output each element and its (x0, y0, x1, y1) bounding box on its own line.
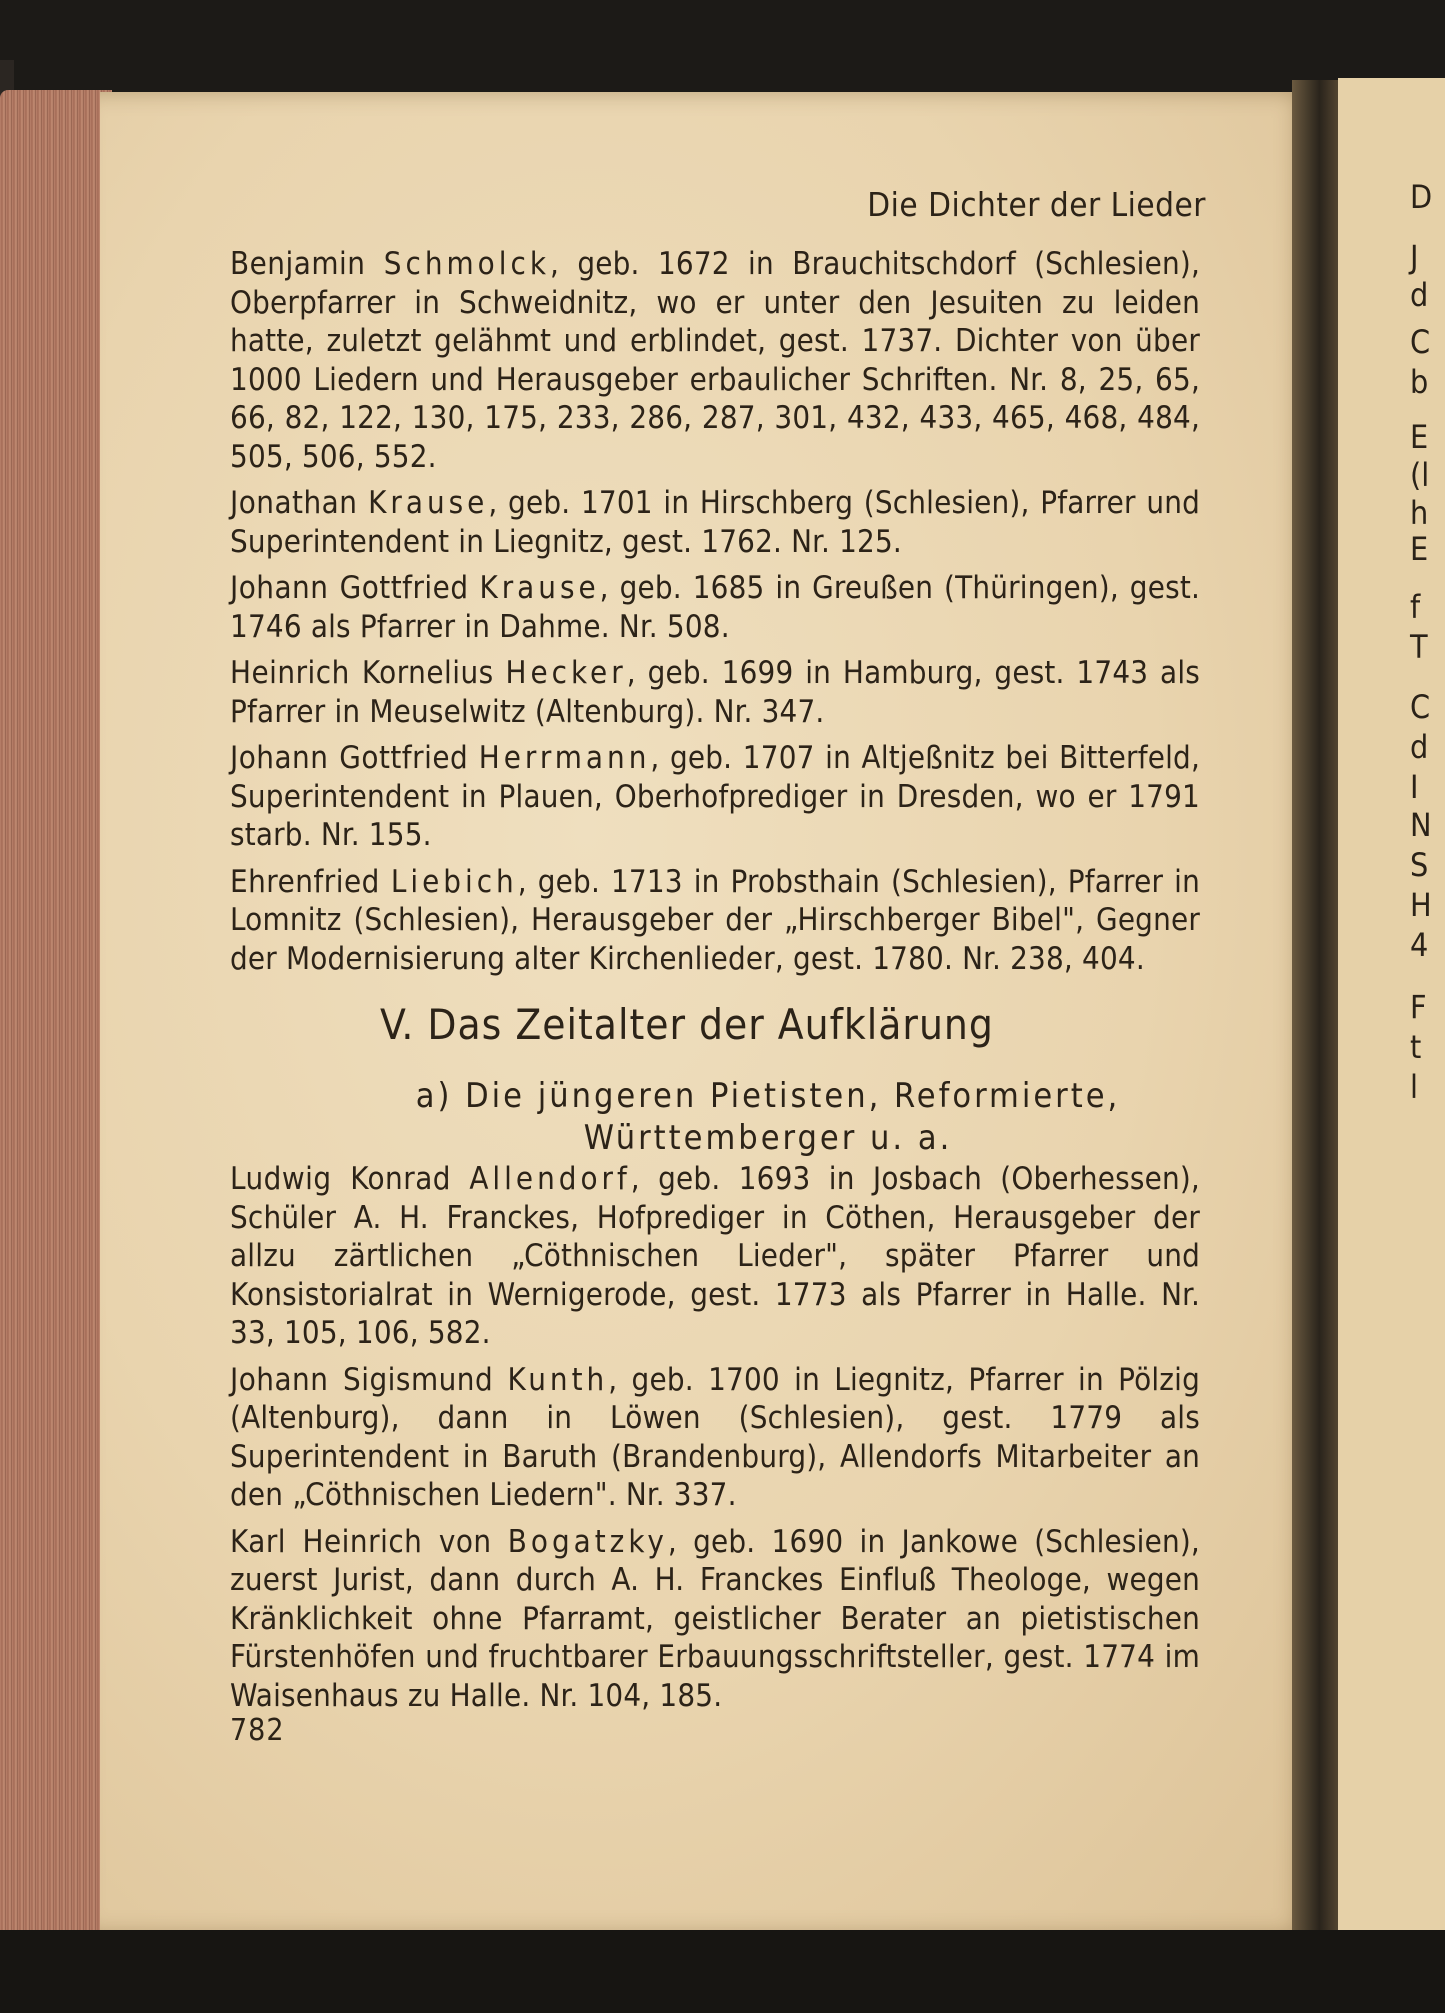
facing-page-fragment: 4 (1410, 926, 1429, 964)
page-number: 782 (230, 1713, 285, 1748)
entry-surname: Hecker (505, 655, 627, 691)
section-title: V. Das Zeitalter der Aufklärung (380, 1000, 994, 1049)
entry-name: Jonathan (230, 485, 358, 521)
facing-page-fragment: C (1410, 688, 1431, 726)
facing-page-fragment: H (1410, 886, 1432, 924)
facing-page-fragment: t (1410, 1028, 1422, 1066)
entry-kunth (230, 1361, 1200, 1515)
facing-page-fragment: E (1410, 418, 1429, 456)
facing-page-fragment: F (1410, 988, 1427, 1026)
facing-page-fragment: T (1410, 628, 1428, 666)
facing-page-fragment: J (1410, 238, 1419, 276)
entry-surname: Krause (368, 485, 489, 521)
facing-page-fragment: b (1410, 363, 1429, 401)
entry-name: Benjamin (230, 246, 366, 282)
facing-page-fragment: h (1410, 494, 1429, 532)
book-gutter (1292, 80, 1342, 1950)
entry-text: , geb. 1693 in Josbach (Oberhessen), Schüler A. H. Franckes, Hofprediger in Cöthen, Herausgeber der allzu zärtlichen „Cöthnischen Lieder", später Pfarrer und Konsistorialrat in Wernigerode, gest. 1773 als Pfarrer in Halle. Nr. 33, 105, 106, 582. (230, 1161, 1200, 1351)
running-head: Die Dichter der Lieder (867, 185, 1206, 224)
entry-text: , geb. 1700 in Liegnitz, Pfarrer in Pölzig (Altenburg), dann in Löwen (Schlesien), gest. 1779 als Superintendent in Baruth (Brandenburg), Allendorfs Mitarbeiter an den „Cöthnischen Liedern". Nr. 337. (230, 1361, 1200, 1513)
entry-surname: Krause (479, 570, 600, 606)
entry-bogatzky (230, 1523, 1200, 1716)
entries-top (230, 245, 1200, 986)
entry-text: , geb. 1690 in Jankowe (Schlesien), zuerst Jurist, dann durch A. H. Franckes Einfluß Theologe, wegen Kränklichkeit ohne Pfarramt, geistlicher Berater an pietistischen Fürstenhöfen und fruchtbarer Erbauungsschriftsteller, gest. 1774 im Waisenhaus zu Halle. Nr. 104, 185. (230, 1523, 1200, 1714)
entry-hecker (230, 654, 1200, 731)
subsection-line: Württemberger u. a. (583, 1118, 953, 1158)
entry-surname: Bogatzky (507, 1523, 668, 1560)
entry-surname: Liebich (390, 863, 518, 900)
entry-name: Johann Sigismund (230, 1361, 494, 1398)
subsection-heading (358, 1075, 1178, 1159)
entry-johann-krause (230, 569, 1200, 646)
entry-herrmann (230, 739, 1200, 855)
facing-page-fragment: D (1410, 178, 1433, 216)
facing-page-fragment: d (1410, 728, 1429, 766)
entry-text: , geb. 1699 in Hamburg, gest. 1743 als Pfarrer in Meuselwitz (Altenburg). Nr. 347. (230, 655, 1200, 730)
facing-page-fragment: C (1410, 323, 1431, 361)
facing-page-fragment: N (1410, 806, 1432, 844)
entry-name: Ehrenfried (230, 863, 380, 900)
entry-surname: Kunth (507, 1361, 609, 1398)
subsection-line: a) Die jüngeren Pietisten, Reformierte, (415, 1076, 1121, 1116)
entries-bottom (230, 1160, 1200, 1723)
facing-page-fragment: l (1410, 1068, 1418, 1106)
book-page-right (1338, 78, 1445, 1958)
entry-surname: Allendorf (469, 1161, 631, 1197)
entry-text: , geb. 1707 in Altjeßnitz bei Bitterfeld, Superintendent in Plauen, Oberhofprediger in Dresden, wo er 1791 starb. Nr. 155. (230, 740, 1200, 853)
entry-text: , geb. 1685 in Greußen (Thüringen), gest. 1746 als Pfarrer in Dahme. Nr. 508. (230, 570, 1200, 645)
entry-surname: Schmolck (383, 246, 550, 282)
facing-page-fragment: E (1410, 530, 1429, 568)
facing-page-fragment: I (1410, 768, 1419, 806)
page-stack-edge (0, 90, 112, 1940)
entry-name: Karl Heinrich von (230, 1523, 492, 1560)
entry-allendorf (230, 1160, 1200, 1353)
entry-jonathan-krause (230, 484, 1200, 561)
entry-name: Heinrich Kornelius (230, 655, 494, 691)
entry-text: , geb. 1701 in Hirschberg (Schlesien), Pfarrer und Superintendent in Liegnitz, gest. 1762. Nr. 125. (230, 485, 1200, 560)
facing-page-fragment: (l (1410, 456, 1430, 494)
entry-name: Johann Gottfried (230, 740, 469, 776)
entry-name: Johann Gottfried (230, 570, 469, 606)
facing-page-fragment: f (1410, 588, 1421, 626)
facing-page-fragment: S (1410, 846, 1429, 884)
entry-name: Ludwig Konrad (230, 1161, 451, 1197)
entry-surname: Herrmann (478, 740, 651, 776)
entry-schmolck (230, 245, 1200, 476)
facing-page-fragment: d (1410, 276, 1429, 314)
entry-text: , geb. 1672 in Brauchitschdorf (Schlesien), Oberpfarrer in Schweidnitz, wo er unter den Jesuiten zu leiden hatte, zuletzt gelähmt und erblindet, gest. 1737. Dichter von über 1000 Liedern und Herausgeber erbaulicher Schriften. Nr. 8, 25, 65, 66, 82, 122, 130, 175, 233, 286, 287, 301, 432, 433, 465, 468, 484, 505, 506, 552. (230, 246, 1200, 475)
entry-liebich (230, 863, 1200, 979)
book-bottom-edge (0, 1930, 1445, 2013)
entry-text: , geb. 1713 in Probsthain (Schlesien), Pfarrer in Lomnitz (Schlesien), Herausgeber der „Hirschberger Bibel", Gegner der Modernisierung alter Kirchenlieder, gest. 1780. Nr. 238, 404. (230, 863, 1200, 977)
